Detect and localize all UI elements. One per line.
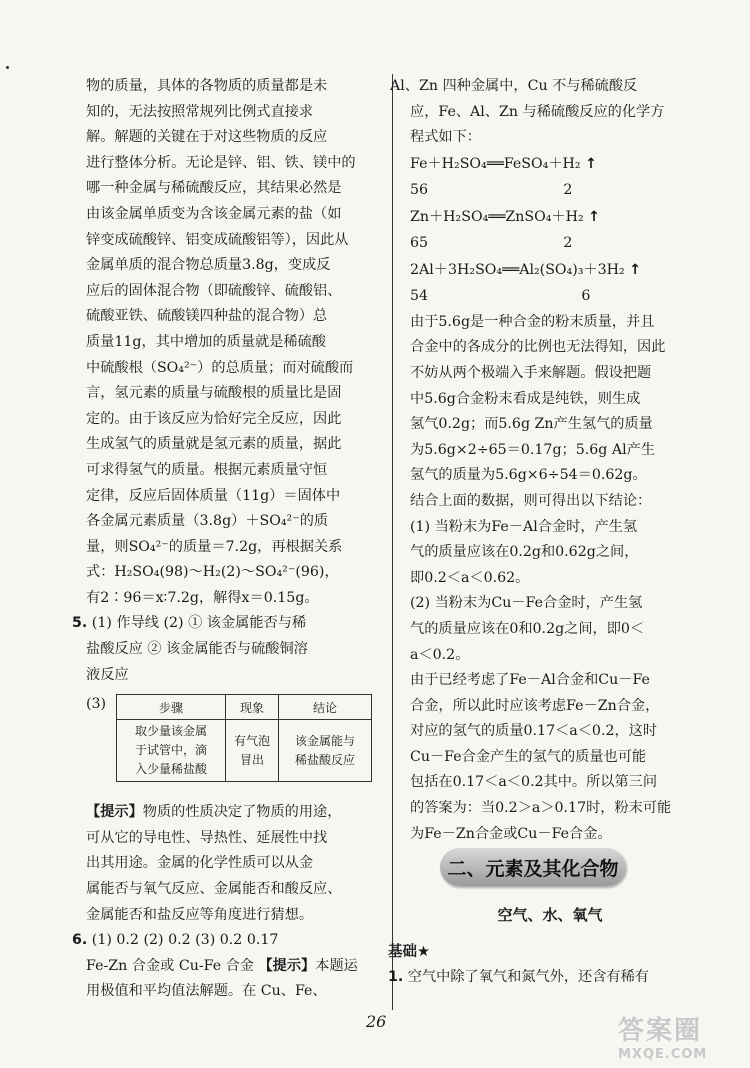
table-row	[117, 720, 372, 782]
question-1	[388, 966, 649, 986]
table-cell-step	[117, 720, 226, 782]
right-paragraph-line: 不妨从两个极端入手来解题。假设把题	[410, 364, 652, 381]
equation-fe-masses: 56 2	[410, 182, 573, 199]
left-paragraph	[86, 74, 374, 611]
table-header-row	[117, 695, 372, 720]
right-column	[390, 74, 690, 847]
left-paragraph-line: 锌变成硫酸锌、铝变成硫酸铝等），因此从	[86, 231, 349, 248]
step-line: 取少量该金属	[134, 724, 207, 739]
table-cell-phenomenon	[226, 720, 279, 782]
equation-al	[410, 257, 690, 284]
phenomenon-line: 冒出	[239, 752, 264, 767]
left-column	[72, 74, 374, 1005]
left-paragraph-line: 各金属元素质量（3.8g）＋SO₄²⁻的质	[86, 513, 329, 530]
answer-6-line-2	[86, 954, 374, 980]
answer-5-hint-line-5: 金属能否和盐反应等角度进行猜想。	[86, 906, 314, 923]
right-paragraph-line: (1) 当粉末为Fe－Al合金时，产生氢	[410, 518, 638, 535]
right-paragraph	[410, 310, 690, 847]
left-paragraph-line: 金属单质的混合物总质量3.8g，变成反	[86, 257, 331, 274]
right-intro-line-3: 程式如下：	[410, 129, 481, 146]
equation-text: Zn＋H₂SO₄══ZnSO₄＋H₂	[410, 208, 584, 225]
table-header-phenomenon: 现象	[226, 695, 279, 720]
gas-arrow-icon: ↑	[629, 261, 642, 278]
left-paragraph-line: 进行整体分析。无论是锌、铝、铁、镁中的	[86, 154, 356, 171]
right-paragraph-line: 由于5.6g是一种合金的粉末质量，并且	[410, 313, 655, 330]
answer-5-hint-line-4: 属能否与氧气反应、金属能否和酸反应、	[86, 881, 342, 898]
question-1-text: 空气中除了氧气和氮气外，还含有稀有	[407, 969, 649, 985]
right-intro-line-2: 应，Fe、Al、Zn 与稀硫酸反应的化学方	[410, 103, 665, 120]
answer-5	[72, 611, 374, 928]
column-divider	[392, 74, 393, 1010]
equation-text: 2Al＋3H₂SO₄══Al₂(SO₄)₃＋3H₂	[410, 261, 625, 278]
left-paragraph-line: 定的。由于该反应为恰好完全反应，因此	[86, 410, 342, 427]
left-paragraph-line: 应后的固体混合物（即硫酸锌、硫酸铝、	[86, 282, 342, 299]
right-paragraph-line: 合金，所以此时应该考虑Fe－Zn合金，	[410, 697, 660, 714]
left-paragraph-line: 量，则SO₄²⁻的质量＝7.2g，再根据关系	[86, 538, 343, 555]
right-paragraph-line: 包括在0.17＜a＜0.2其中。所以第三问	[410, 774, 658, 791]
answer-6-text-1: (1) 0.2 (2) 0.2 (3) 0.2 0.17	[91, 932, 279, 949]
right-paragraph-line: 合金中的各成分的比例也无法得知，因此	[410, 339, 666, 356]
watermark-text-top: 答案圈	[618, 1016, 703, 1046]
left-paragraph-line: 解。解题的关键在于对这些物质的反应	[86, 129, 328, 146]
left-paragraph-line: 言，氢元素的质量与硫酸根的质量比是固	[86, 385, 342, 402]
answer-6-line-1	[72, 928, 374, 954]
conclusion-line: 该金属能与	[294, 733, 355, 748]
left-paragraph-line: 中硫酸根（SO₄²⁻）的总质量；而对硫酸而	[86, 359, 354, 376]
phenomenon-line: 有气泡	[233, 733, 270, 748]
right-paragraph-line: 结合上面的数据，则可得出以下结论：	[410, 492, 652, 509]
right-intro-line-1: Al、Zn 四种金属中，Cu 不与稀硫酸反	[390, 78, 638, 94]
left-paragraph-line: 定律，反应后固体质量（11g）＝固体中	[86, 487, 341, 504]
basic-level-title: 基础★	[388, 944, 430, 960]
equation-zn	[410, 204, 690, 231]
equation-text: Fe＋H₂SO₄══FeSO₄＋H₂	[410, 155, 581, 172]
site-watermark	[618, 1010, 738, 1064]
right-paragraph-line: a＜0.2。	[410, 646, 470, 663]
hint-label: 【提示】	[258, 957, 316, 974]
answer-5-line-2: 盐酸反应 ② 该金属能否与硫酸铜溶	[86, 641, 308, 658]
gas-arrow-icon: ↑	[585, 155, 597, 172]
table-header-conclusion: 结论	[279, 695, 372, 720]
right-paragraph-line: (2) 当粉末为Cu－Fe合金时，产生氢	[410, 595, 643, 612]
right-paragraph-line: 由于已经考虑了Fe－Al合金和Cu－Fe	[410, 672, 650, 689]
answer-5-hint-line-1	[86, 800, 374, 826]
right-paragraph-line: 气的质量应该在0和0.2g之间，即0＜	[410, 620, 645, 637]
experiment-table	[116, 694, 372, 782]
hint-text: 物质的性质决定了物质的用途，	[142, 804, 342, 821]
right-paragraph-line: 为5.6g×2÷65＝0.17g；5.6g Al产生	[410, 441, 656, 458]
left-paragraph-line: 质量11g，其中增加的质量就是稀硫酸	[86, 333, 326, 350]
answer-6-line-3: 用极值和平均值法解题。在 Cu、Fe、	[86, 983, 327, 1000]
right-paragraph-line: 对应的氢气的质量0.17＜a＜0.2，这时	[410, 723, 658, 740]
left-paragraph-line: 生成氢气的质量就是氢元素的质量，据此	[86, 436, 342, 453]
answer-6-text-2a: Fe-Zn 合金或 Cu-Fe 合金	[86, 957, 259, 974]
answer-6	[72, 928, 374, 1005]
answer-6-number: 6.	[72, 932, 88, 949]
table-header-step: 步骤	[117, 695, 226, 720]
right-paragraph-line: 氢气的质量为5.6g×6÷54＝0.62g。	[410, 467, 647, 484]
left-paragraph-line: 知的，无法按照常规列比例式直接求	[86, 103, 314, 120]
question-1-number: 1.	[388, 969, 404, 985]
left-paragraph-line: 物的质量，具体的各物质的质量都是未	[86, 78, 328, 94]
left-paragraph-line: 硫酸亚铁、硫酸镁四种盐的混合物）总	[86, 308, 328, 325]
answer-5-table-label: (3)	[86, 696, 107, 713]
answer-5-hint-line-2: 可从它的导电性、导热性、延展性中找	[86, 829, 328, 846]
answer-5-hint-line-3: 出其用途。金属的化学性质可以从金	[86, 855, 314, 872]
page-number: 26	[366, 1012, 387, 1031]
gas-arrow-icon: ↑	[588, 208, 601, 225]
right-paragraph-line: 即0.2＜a＜0.62。	[410, 569, 530, 586]
subsection-title: 空气、水、氧气	[497, 906, 603, 924]
section-banner: 二、元素及其化合物	[440, 848, 626, 886]
answer-5-table-block	[86, 694, 374, 794]
right-paragraph-line: 的答案为：当0.2＞a＞0.17时，粉末可能	[410, 800, 672, 817]
table-cell-conclusion	[279, 720, 372, 782]
answer-5-line-3: 液反应	[86, 666, 129, 683]
left-paragraph-line: 有2∶96＝x∶7.2g，解得x＝0.15g。	[86, 589, 319, 606]
watermark-text-bottom: MXQE.COM	[618, 1047, 708, 1062]
step-line: 入少量稀盐酸	[134, 762, 207, 777]
equation-block	[410, 151, 690, 310]
conclusion-line: 稀盐酸反应	[294, 752, 355, 767]
right-paragraph-line: 气的质量应该在0.2g和0.62g之间，	[410, 544, 639, 561]
answer-5-number: 5.	[72, 615, 88, 632]
answer-6-text-2b: 本题运	[315, 957, 358, 974]
answer-5-line-1	[72, 611, 374, 637]
right-paragraph-line: 氢气0.2g；而5.6g Zn产生氢气的质量	[410, 416, 653, 433]
left-paragraph-line: 由该金属单质变为含该金属元素的盐（如	[86, 205, 342, 222]
left-paragraph-line: 哪一种金属与稀硫酸反应，其结果必然是	[86, 180, 342, 197]
right-paragraph-line: 为Fe－Zn合金或Cu－Fe合金。	[410, 825, 612, 842]
left-paragraph-line: 式：H₂SO₄(98)～H₂(2)～SO₄²⁻(96)，	[86, 564, 339, 581]
equation-zn-masses: 65 2	[410, 235, 573, 252]
left-paragraph-line: 可求得氢气的质量。根据元素质量守恒	[86, 461, 328, 478]
right-paragraph-line: Cu－Fe合金产生的氢气的质量也可能	[410, 748, 647, 765]
hint-label: 【提示】	[86, 804, 143, 821]
right-paragraph-line: 中5.6g合金粉末看成是纯铁，则生成	[410, 390, 641, 407]
step-line: 于试管中，滴	[134, 743, 207, 758]
answer-5-text-1: (1) 作导线 (2) ① 该金属能否与稀	[91, 615, 307, 632]
equation-fe	[410, 151, 690, 178]
equation-al-masses: 54 6	[410, 288, 591, 305]
margin-dot	[6, 66, 9, 69]
